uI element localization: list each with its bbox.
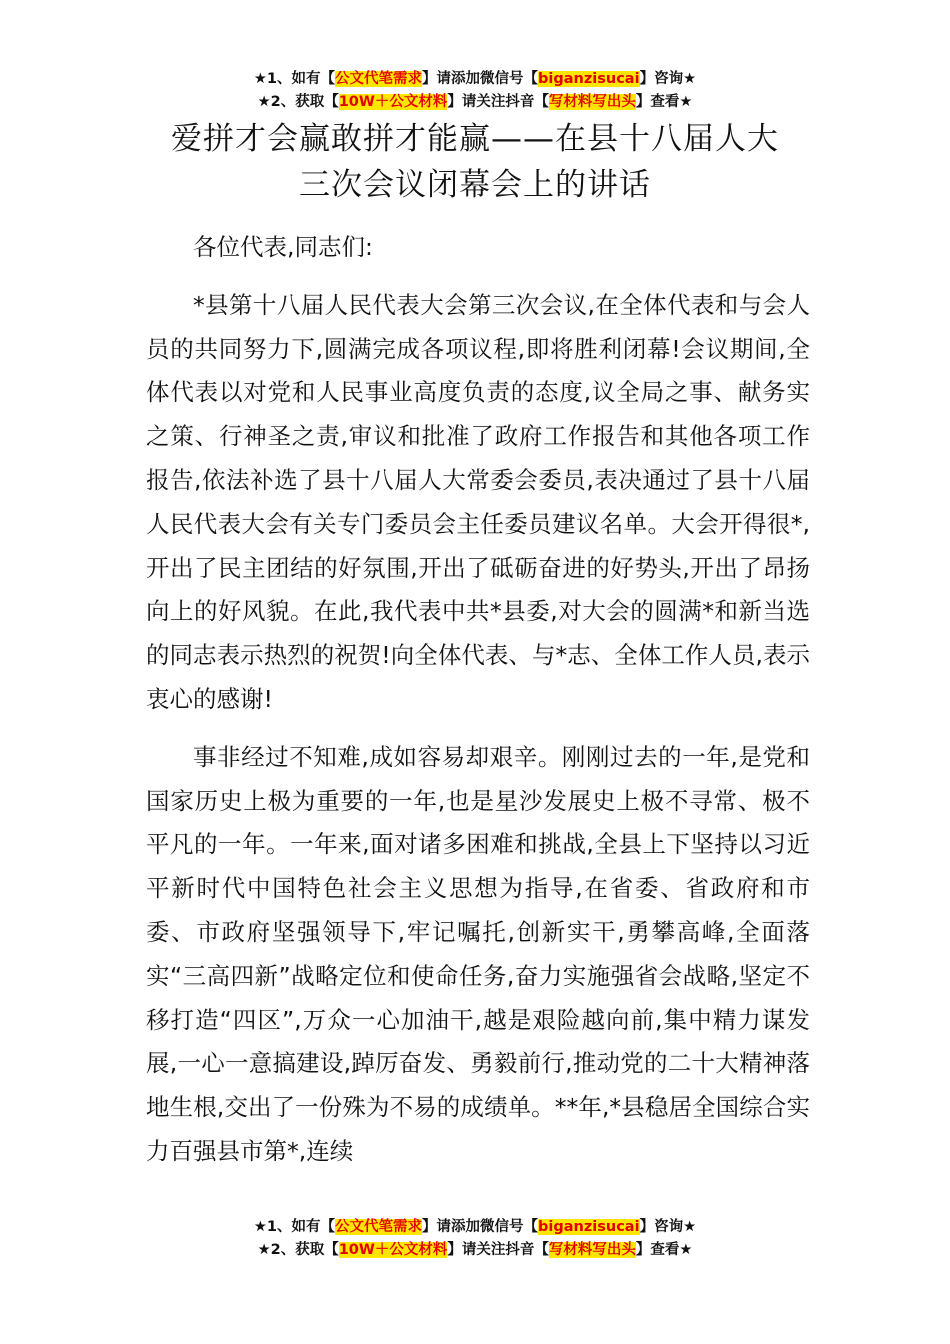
banner-line-2: ★2、获取【10W＋公文材料】请关注抖音【写材料写出头】查看★ <box>257 94 693 110</box>
document-title <box>100 116 850 208</box>
highlight-douyin-account: 写材料写出头 <box>548 1242 636 1258</box>
paragraph-2: 事非经过不知难,成如容易却艰辛。刚刚过去的一年,是党和国家历史上极为重要的一年,也是星沙发展史上极不寻常、极不平凡的一年。一年来,面对诸多困难和挑战,全县上下坚持以习近平新时代中国特色社会主义思想为指导,在省委、省政府和市委、市政府坚强领导下,牢记嘱托,创新实干,勇攀高峰,全面落实“三高四新”战略定位和使命任务,奋力实施强省会战略,坚定不移打造“四区”,万众一心加油干,越是艰险越向前,集中精力谋发展,一心一意搞建设,踔厉奋发、勇毅前行,推动党的二十大精神落地生根,交出了一份殊为不易的成绩单。**年,*县稳居全国综合实力百强县市第*,连续 <box>146 742 810 1165</box>
title-line-2: 三次会议闭幕会上的讲话 <box>299 167 651 203</box>
highlight-douyin-account: 写材料写出头 <box>548 94 636 110</box>
salutation: 各位代表,同志们: <box>193 233 373 261</box>
banner-line-1: ★1、如有【公文代笔需求】请添加微信号【biganzisucai】咨询★ <box>253 1219 697 1235</box>
banner-line-1: ★1、如有【公文代笔需求】请添加微信号【biganzisucai】咨询★ <box>253 71 697 87</box>
paragraph-1: *县第十八届人民代表大会第三次会议,在全体代表和与会人员的共同努力下,圆满完成各项议程,即将胜利闭幕!会议期间,全体代表以对党和人民事业高度负责的态度,议全局之事、献务实之策、行神圣之责,审议和批准了政府工作报告和其他各项工作报告,依法补选了县十八届人大常委会委员,表决通过了县十八届人民代表大会有关专门委员会主任委员建议名单。大会开得很*,开出了民主团结的好氛围,开出了砥砺奋进的好势头,开出了昂扬向上的好风貌。在此,我代表中共*县委,对大会的圆满*和新当选的同志表示热烈的祝贺!向全体代表、与*志、全体工作人员,表示衷心的感谢! <box>146 290 810 713</box>
highlight-materials: 10W＋公文材料 <box>338 94 448 110</box>
highlight-service: 公文代笔需求 <box>335 71 423 87</box>
highlight-materials: 10W＋公文材料 <box>338 1242 448 1258</box>
banner-line-2: ★2、获取【10W＋公文材料】请关注抖音【写材料写出头】查看★ <box>257 1242 693 1258</box>
title-line-1: 爱拼才会赢敢拼才能赢——在县十八届人大 <box>171 121 779 157</box>
header-banner <box>0 68 950 114</box>
footer-banner <box>0 1216 950 1262</box>
highlight-wechat-id: biganzisucai <box>538 1219 640 1235</box>
highlight-wechat-id: biganzisucai <box>538 71 640 87</box>
highlight-service: 公文代笔需求 <box>335 1219 423 1235</box>
document-body <box>146 226 810 1188</box>
